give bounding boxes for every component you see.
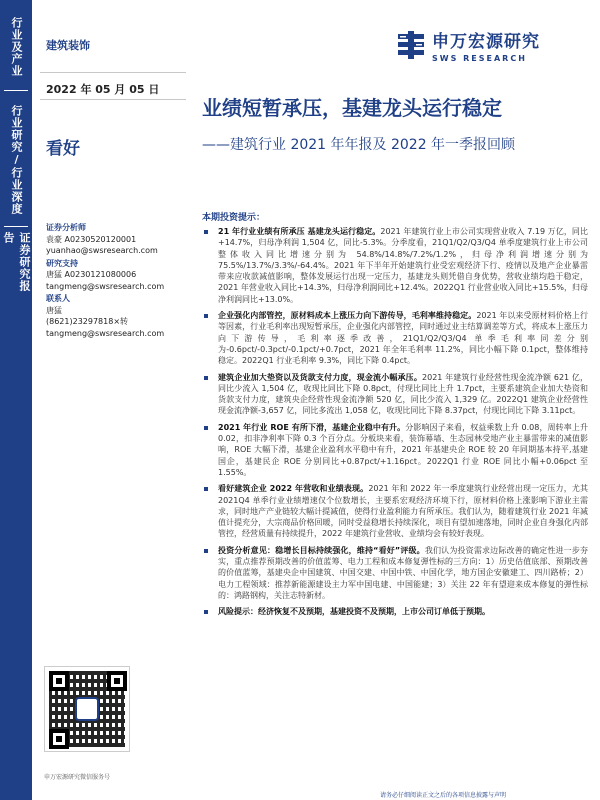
logo-text-en: SWS RESEARCH [432, 54, 527, 63]
list-item [202, 372, 588, 417]
qr-logo-icon [75, 697, 99, 721]
analyst-email[interactable]: yuanhao@swsresearch.com [46, 246, 158, 255]
contact-email[interactable]: tangmeng@swsresearch.com [46, 328, 165, 338]
contact-label: 联系人 [46, 294, 70, 303]
bullet-text: 2021 年以来受原材料价格上行等因素，行业毛利率出现短暂承压，企业强化内部管控，同时通过业主结算调差等方式，将成本上涨压力向下游传导，毛利率逐季改善，21Q1/Q2/Q3/Q4 单季毛利率同差分别为-0.6pct/-0.3pct/-0.1pct/+0.7pct，2021 年全年毛利率 11.2%，同比小幅下降 0.1pct，整体维持稳定。2022Q1 行业毛利率 9.3%，同比下降 0.4pct。 [218, 311, 589, 366]
research-support-name: 唐猛 A0230121080006 [46, 270, 137, 279]
analyst-info [46, 222, 186, 340]
sidebar-tab-industry: 行业及产业 [10, 17, 23, 77]
analyst-label: 证券分析师 [46, 223, 86, 232]
list-item [202, 483, 588, 539]
investment-highlights [202, 226, 588, 623]
bullet-icon [204, 376, 208, 380]
bullet-lead: 风险提示：经济恢复不及预期，基建投资不及预期，上市公司订单低于预期。 [218, 607, 490, 617]
bullet-icon [204, 230, 208, 234]
bullet-icon [204, 426, 208, 430]
logo-mark-icon [396, 30, 426, 60]
bullet-text: 2021 年建筑行业经营性现金流净额 621 亿，同比少流入 1,504 亿，收现比同比下降 0.8pct，付现比同比上升 1.7pct，主要系建筑企业加大垫资和货款支付力度，建筑央企经营性现金流净额 520 亿，同比少流入 1,329 亿。2022Q1 建筑企业经营性现金流净额-3,657 亿，同比多流出 1,058 亿，收现比同比下降 8.37pct，付现比同比下降 3.11pct。 [218, 372, 588, 416]
research-support-email[interactable]: tangmeng@swsresearch.com [46, 281, 165, 291]
bullet-lead: 建筑企业加大垫资以及货款支付力度，现金流小幅承压。 [218, 372, 423, 382]
bullet-lead: 企业强化内部管控，原材料成本上涨压力向下游传导，毛利率维持稳定。 [218, 311, 477, 321]
divider [40, 72, 186, 73]
bullet-text: 2021 年建筑行业上市公司实现营业收入 7.19 万亿，同比+14.7%，归母净利润 1,504 亿，同比-5.3%。分季度看，21Q1/Q2/Q3/Q4 单季度建筑行业上市公司整体收入同比增速分别为 54.8%/14.8%/7.2%/1.2%，归母净利润增速分别为 75.5%/13.7%/3.3%/-64.4%。2021 年下半年开始建筑行业受宏观经济下行、疫情以及地产企业暴雷带来应收款减值影响，整体发展运行出现一定压力，基建龙头则凭借自身优势，营收业绩均趋于稳定，2021 年营业收入同比+14.3%，归母净利润同比+12.4%。2022Q1 行业营业收入同比+15.5%，归母净利润同比+13.0%。 [218, 227, 588, 304]
contact-phone: (8621)23297818×转 [46, 317, 129, 326]
bullet-text: 我们认为投资需求边际改善的确定性进一步夯实，重点推荐预期改善的价值蓝筹、电力工程和成本修复弹性标的三方向：1）历史估值底部、预期改善的价值蓝筹，基建央企中国建筑、中国交建、中国中铁、中国化学，地方国企安徽建工、四川路桥；2）电力工程领域：推荐新能源建设主力军中国电建、中国能建；3）关注 22 年有望迎来成本修复的弹性标的：鸿路钢构，关注志特新材。 [218, 545, 589, 600]
divider [40, 99, 186, 100]
list-item [202, 310, 588, 366]
bullet-lead: 投资分析意见：稳增长目标持续强化，维持“看好”评级。 [218, 545, 425, 555]
bullet-icon [204, 487, 208, 491]
bullet-lead: 看好建筑企业 2022 年营收和业绩表现。 [218, 484, 369, 494]
industry-name: 建筑装饰 [46, 39, 90, 52]
research-support-label: 研究支持 [46, 258, 78, 268]
list-item [202, 226, 588, 305]
bullet-text: 分影响因子来看，权益乘数上升 0.08，周转率上升 0.02，扣非净利率下降 0.3 个百分点。分板块来看，装饰幕墙、生态园林受地产业主暴雷带来的减值影响，ROE 大幅下滑，基建企业盈利水平稳中有升，2021 年基建央企 ROE 较 20 年同期基本持平,基建国企，基建民企 ROE 分别同比+0.87pct/+1.16pct。2022Q1 行业 ROE 同比小幅+0.06pct 至 1.55%。 [218, 422, 589, 477]
sidebar-tab-research-type: 行业研究/行业深度 [10, 105, 23, 215]
report-date: 2022 年 05 月 05 日 [46, 83, 160, 96]
list-item [202, 422, 588, 478]
bullet-text: 2021 年和 2022 年一季度建筑行业经营出现一定压力，尤其 2021Q4 单季行业业绩增速仅个位数增长，主要系宏观经济环境下行，原材料价格上涨影响下游业主需求，同时地产产业链较大幅计提减值，使得行业盈利能力有所承压。我们认为，随着建筑行业 2021 年减值计提充分，大宗商品价格回暖，同时受益稳增长持续深化，项目有望加速落地，同时企业自身强化内部管控，经营质量有持续提升，2022 年建筑行业营收、业绩均会有较好表现。 [218, 484, 588, 539]
bullet-lead: 21 年行业业绩有所承压 基建龙头运行稳定。 [218, 227, 381, 236]
qr-code [44, 666, 130, 752]
list-item [202, 545, 588, 601]
sidebar-divider [4, 90, 28, 91]
report-title: 业绩短暂承压，基建龙头运行稳定 [202, 96, 502, 120]
rating-badge: 看好 [46, 139, 80, 159]
contact-name: 唐猛 [46, 305, 62, 315]
logo-text-cn: 申万宏源研究 [432, 32, 540, 52]
report-subtitle: ——建筑行业 2021 年年报及 2022 年一季报回顾 [202, 137, 516, 153]
bullet-lead: 2021 年行业 ROE 有所下滑，基建企业稳中有升。 [218, 422, 406, 432]
summary-heading: 本期投资提示： [202, 213, 266, 223]
bullet-icon [204, 610, 208, 614]
sidebar-tab-report: 证券研究报告 [2, 232, 31, 292]
bullet-icon [204, 314, 208, 318]
list-item [202, 606, 588, 617]
sidebar-divider [4, 226, 28, 227]
bullet-icon [204, 549, 208, 553]
qr-caption: 申万宏源研究微信服务号 [44, 774, 111, 781]
analyst-name: 袁豪 A0230520120001 [46, 234, 137, 244]
footer-disclaimer: 请务必仔细阅读正文之后的各项信息披露与声明 [380, 792, 507, 799]
company-logo [396, 23, 540, 67]
